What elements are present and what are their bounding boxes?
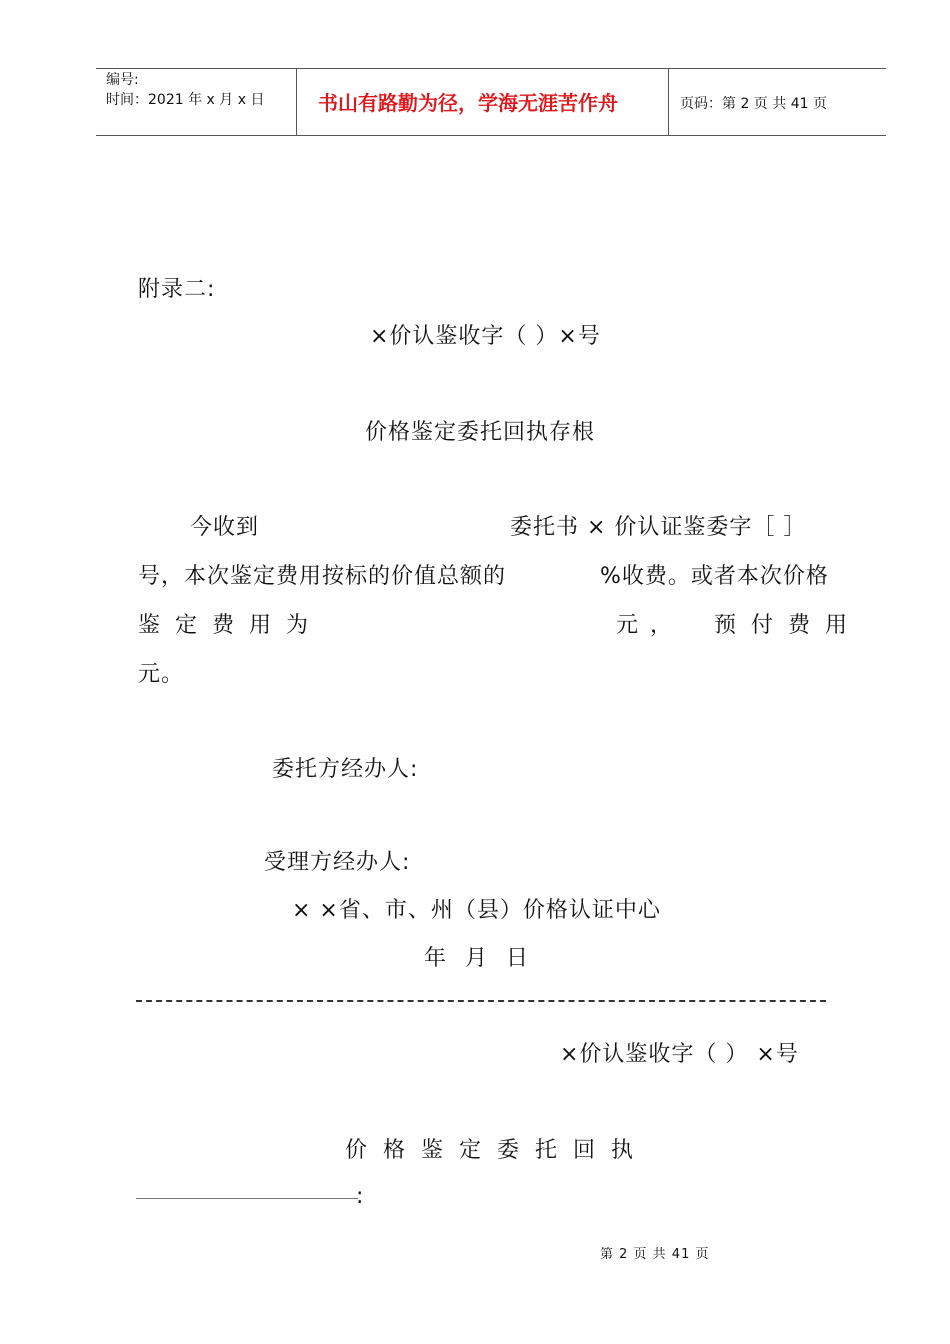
recipient-colon: : (356, 1184, 365, 1209)
header-top-rule (96, 68, 886, 69)
date-line: 年 月 日 (424, 946, 534, 971)
paragraph-line-2b: %收费。或者本次价格 (600, 564, 829, 589)
motto: 书山有路勤为径，学海无涯苦作舟 (318, 91, 618, 115)
issuing-center: × ×省、市、州（县）价格认证中心 (292, 898, 661, 923)
appendix-label: 附录二: (138, 277, 216, 302)
paragraph-line-3a: 鉴 定 费 用 为 (138, 613, 312, 638)
time-label: 时间：2021 年 x 月 x 日 (106, 92, 265, 108)
paragraph-line-1a: 今收到 (190, 515, 260, 540)
paragraph-line-3b: 元， (616, 613, 685, 638)
serial-label: 编号: (106, 72, 139, 88)
receipt-title: 价格鉴定委托回执 (345, 1138, 650, 1163)
header-bottom-rule (96, 135, 886, 136)
recipient-blank-line (136, 1198, 358, 1199)
cut-line (136, 1000, 826, 1002)
header-divider-right (668, 68, 669, 136)
page-indicator: 页码：第 2 页 共 41 页 (680, 96, 827, 112)
paragraph-line-2a: 号，本次鉴定费用按标的价值总额的 (138, 564, 507, 589)
receipt-number-bottom: ×价认鉴收字（ ） ×号 (560, 1042, 799, 1067)
paragraph-line-1b: 委托书 × 价认证鉴委字［ ］ (510, 515, 807, 540)
acceptor-agent-label: 受理方经办人: (264, 850, 411, 875)
paragraph-line-4: 元。 (138, 662, 185, 687)
stub-title: 价格鉴定委托回执存根 (365, 420, 596, 445)
paragraph-line-3c: 预 付 费 用 (714, 613, 851, 638)
footer-page-number: 第 2 页 共 41 页 (600, 1247, 710, 1262)
receipt-number-top: ×价认鉴收字（ ）×号 (370, 324, 601, 349)
client-agent-label: 委托方经办人: (272, 757, 419, 782)
header-divider-left (296, 68, 297, 136)
